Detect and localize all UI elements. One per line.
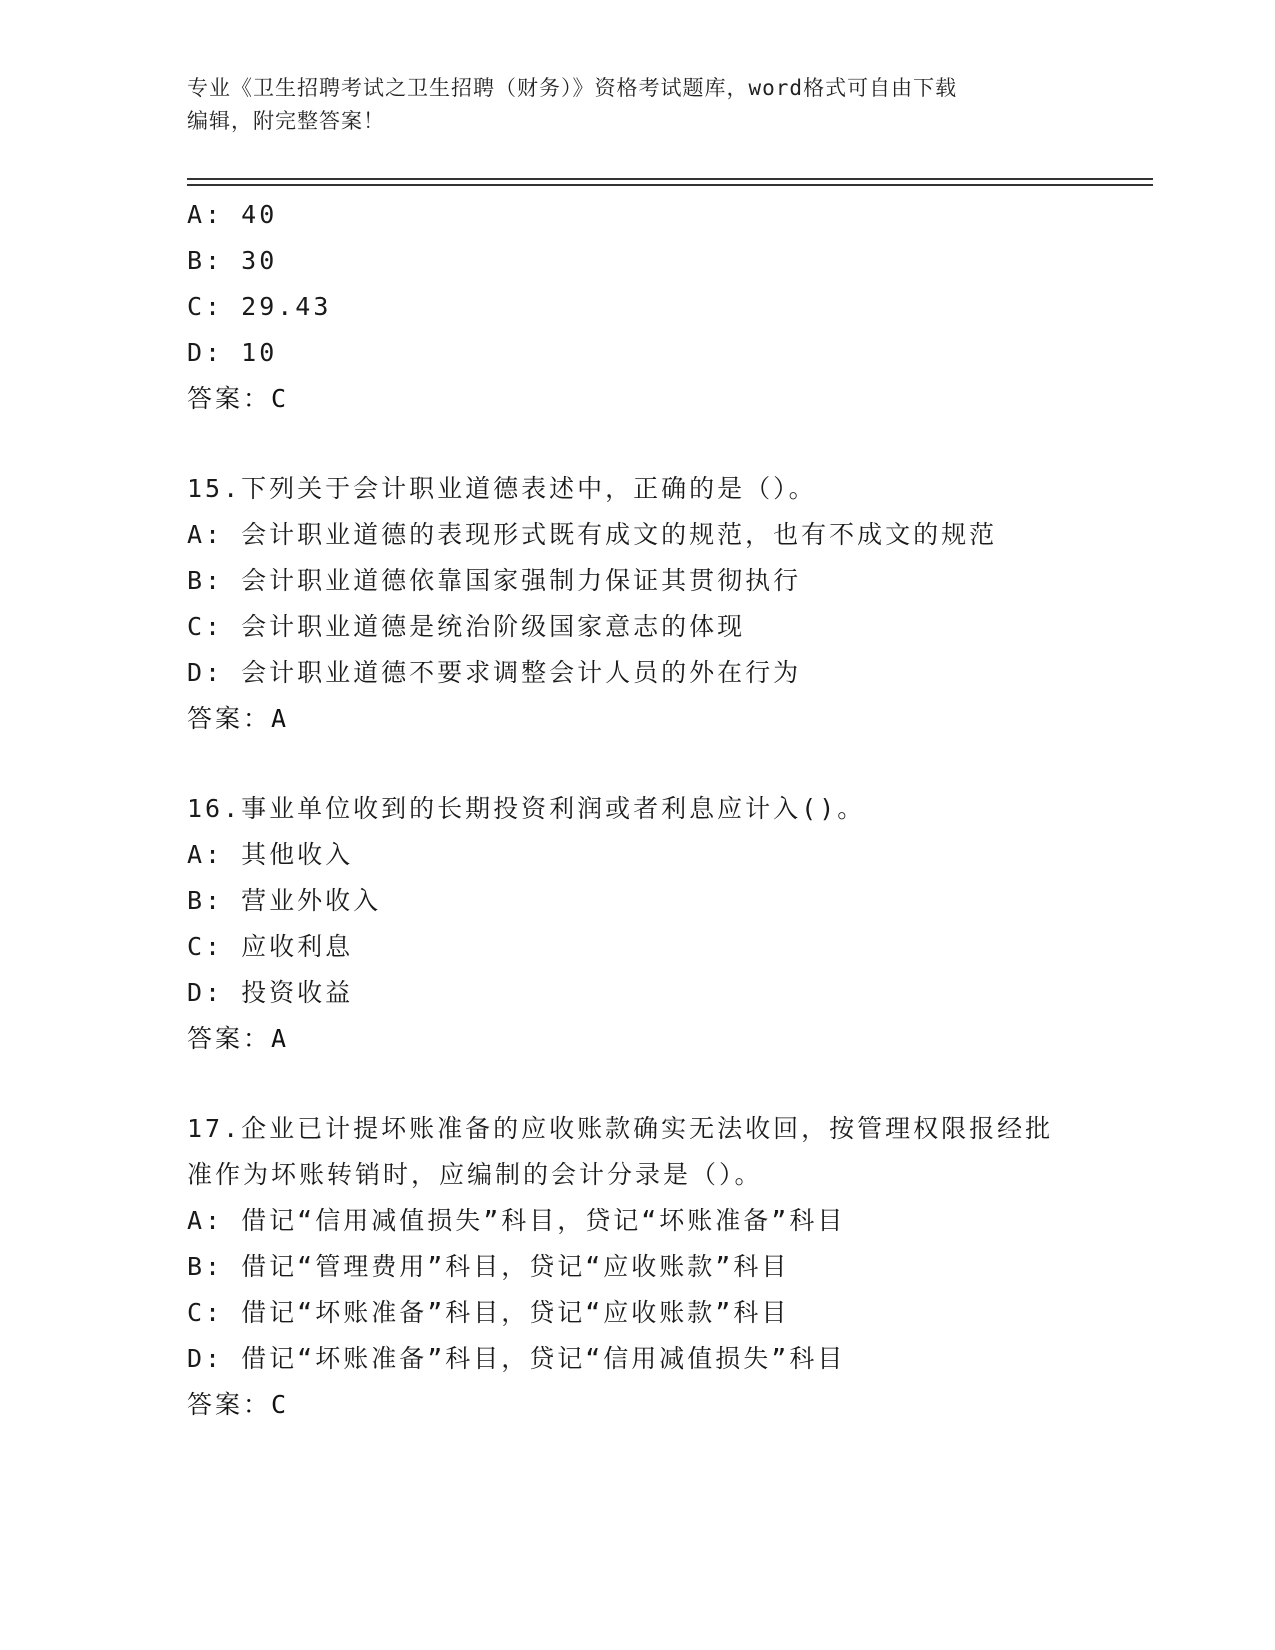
option-c: C: 应收利息 bbox=[187, 932, 354, 961]
spacer bbox=[187, 1062, 1187, 1106]
answer: 答案：A bbox=[187, 704, 290, 733]
question-14 bbox=[187, 192, 1187, 422]
option-c: C: 借记“坏账准备”科目，贷记“应收账款”科目 bbox=[187, 1298, 790, 1327]
option-d: D: 10 bbox=[187, 338, 278, 367]
answer: 答案：C bbox=[187, 1390, 290, 1419]
header-line-1: 专业《卫生招聘考试之卫生招聘（财务）》资格考试题库，word格式可自由下载 bbox=[187, 76, 958, 100]
question-15 bbox=[187, 466, 1187, 742]
header-divider-bottom bbox=[187, 184, 1153, 186]
option-d: D: 会计职业道德不要求调整会计人员的外在行为 bbox=[187, 658, 802, 687]
question-17 bbox=[187, 1106, 1187, 1428]
answer: 答案：C bbox=[187, 384, 290, 413]
answer: 答案：A bbox=[187, 1024, 290, 1053]
option-a: A: 会计职业道德的表现形式既有成文的规范，也有不成文的规范 bbox=[187, 520, 998, 549]
option-d: D: 借记“坏账准备”科目，贷记“信用减值损失”科目 bbox=[187, 1344, 846, 1373]
option-a: A: 借记“信用减值损失”科目，贷记“坏账准备”科目 bbox=[187, 1206, 846, 1235]
option-b: B: 营业外收入 bbox=[187, 886, 382, 915]
option-c: C: 29.43 bbox=[187, 292, 332, 321]
question-list bbox=[187, 192, 1187, 1428]
spacer bbox=[187, 742, 1187, 786]
question-text-line-1: 17.企业已计提坏账准备的应收账款确实无法收回，按管理权限报经批 bbox=[187, 1114, 1054, 1143]
question-text: 15.下列关于会计职业道德表述中，正确的是（）。 bbox=[187, 474, 817, 503]
option-b: B: 30 bbox=[187, 246, 278, 275]
spacer bbox=[187, 422, 1187, 466]
question-text: 16.事业单位收到的长期投资利润或者利息应计入()。 bbox=[187, 794, 866, 823]
header-line-2: 编辑，附完整答案！ bbox=[187, 109, 385, 133]
option-b: B: 会计职业道德依靠国家强制力保证其贯彻执行 bbox=[187, 566, 802, 595]
option-c: C: 会计职业道德是统治阶级国家意志的体现 bbox=[187, 612, 746, 641]
option-a: A: 其他收入 bbox=[187, 840, 354, 869]
option-b: B: 借记“管理费用”科目，贷记“应收账款”科目 bbox=[187, 1252, 790, 1281]
document-header bbox=[187, 72, 1087, 138]
question-16 bbox=[187, 786, 1187, 1062]
question-text-line-2: 准作为坏账转销时，应编制的会计分录是（）。 bbox=[187, 1160, 763, 1189]
option-d: D: 投资收益 bbox=[187, 978, 354, 1007]
option-a: A: 40 bbox=[187, 200, 278, 229]
header-divider-top bbox=[187, 178, 1153, 180]
